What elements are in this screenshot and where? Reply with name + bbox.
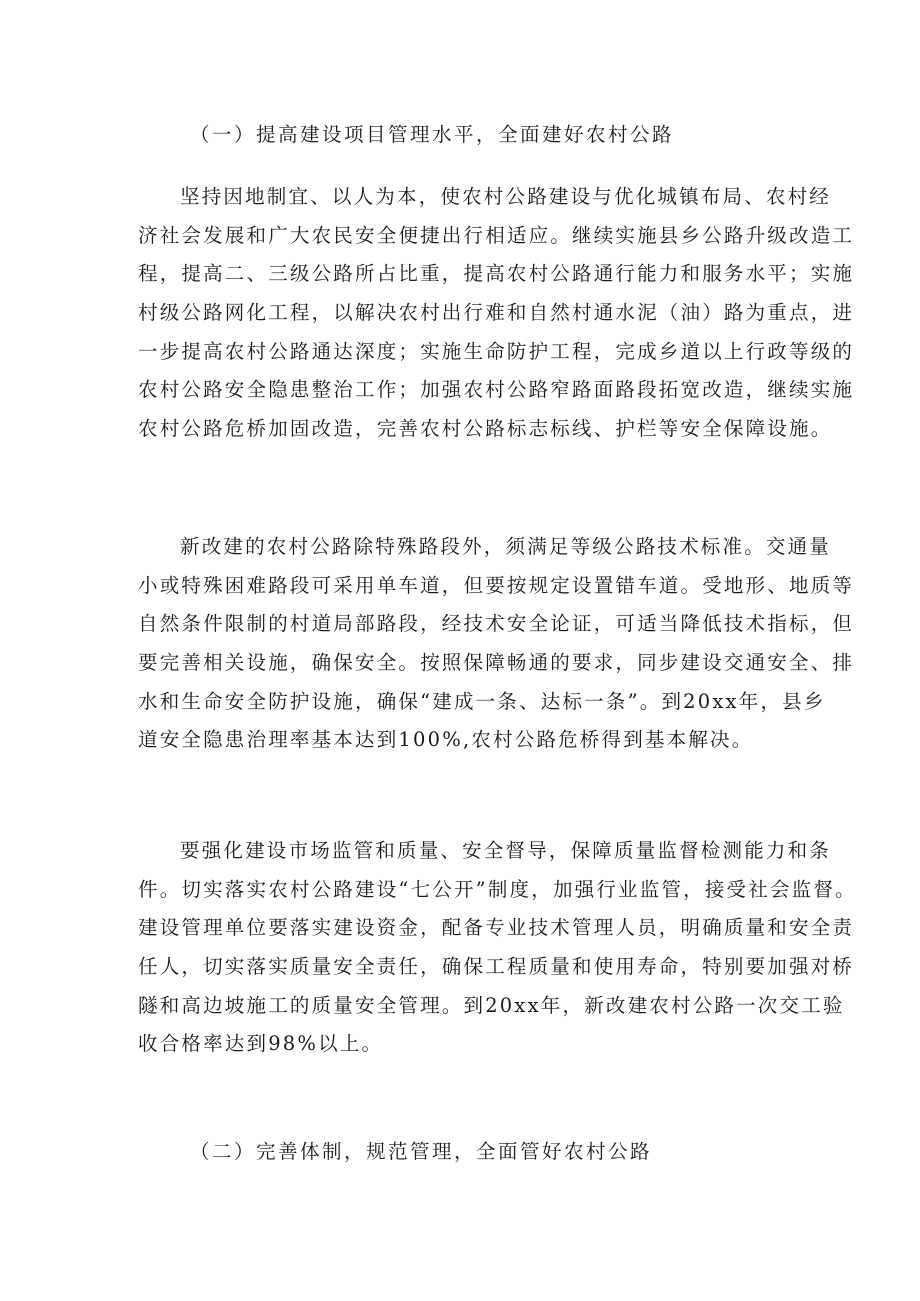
section-heading-2: （二）完善体制，规范管理，全面管好农村公路 xyxy=(190,1140,653,1163)
section-heading-1: （一）提高建设项目管理水平，全面建好农村公路 xyxy=(190,123,675,146)
paragraph-2 xyxy=(138,534,855,766)
paragraph-line: 要完善相关设施，确保安全。按照保障畅通的要求，同步建设交通安全、排 xyxy=(138,651,855,675)
paragraph-line: 水和生命安全防护设施，确保“建成一条、达标一条”。到20xx年，县乡 xyxy=(138,689,826,713)
paragraph-line: 建设管理单位要落实建设资金，配备专业技术管理人员，明确质量和安全责 xyxy=(138,916,855,940)
paragraph-line: 农村公路危桥加固改造，完善农村公路标志标线、护栏等安全保障设施。 xyxy=(138,417,833,441)
paragraph-line: 村级公路网化工程，以解决农村出行难和自然村通水泥（油）路为重点，进 xyxy=(138,301,855,325)
paragraph-line: 小或特殊困难路段可采用单车道，但要按规定设置错车道。受地形、地质等 xyxy=(138,573,855,597)
paragraph-line: 济社会发展和广大农民安全便捷出行相适应。继续实施县乡公路升级改造工 xyxy=(138,223,855,247)
paragraph-line: 农村公路安全隐患整治工作；加强农村公路窄路面路段拓宽改造，继续实施 xyxy=(138,378,855,402)
paragraph-line: 新改建的农村公路除特殊路段外，须满足等级公路技术标准。交通量 xyxy=(180,535,832,558)
paragraph-line: 任人，切实落实质量安全责任，确保工程质量和使用寿命，特别要加强对桥 xyxy=(138,955,855,979)
paragraph-line: 收合格率达到98%以上。 xyxy=(138,1032,384,1056)
paragraph-line: 要强化建设市场监管和质量、安全督导，保障质量监督检测能力和条 xyxy=(180,839,832,862)
paragraph-line: 程，提高二、三级公路所占比重，提高农村公路通行能力和服务水平；实施 xyxy=(138,262,855,286)
paragraph-line: 道安全隐患治理率基本达到100%,农村公路危桥得到基本解决。 xyxy=(138,728,754,752)
paragraph-1 xyxy=(138,184,855,455)
paragraph-line: 自然条件限制的村道局部路段，经技术安全论证，可适当降低技术指标，但 xyxy=(138,612,855,636)
paragraph-line: 件。切实落实农村公路建设“七公开”制度，加强行业监管，接受社会监督。 xyxy=(138,877,857,901)
paragraph-line: 坚持因地制宜、以人为本，使农村公路建设与优化城镇布局、农村经 xyxy=(180,185,832,208)
paragraph-3 xyxy=(138,838,857,1070)
paragraph-line: 一步提高农村公路通达深度；实施生命防护工程，完成乡道以上行政等级的 xyxy=(138,339,855,363)
paragraph-line: 隧和高边坡施工的质量安全管理。到20xx年，新改建农村公路一次交工验 xyxy=(138,993,845,1017)
